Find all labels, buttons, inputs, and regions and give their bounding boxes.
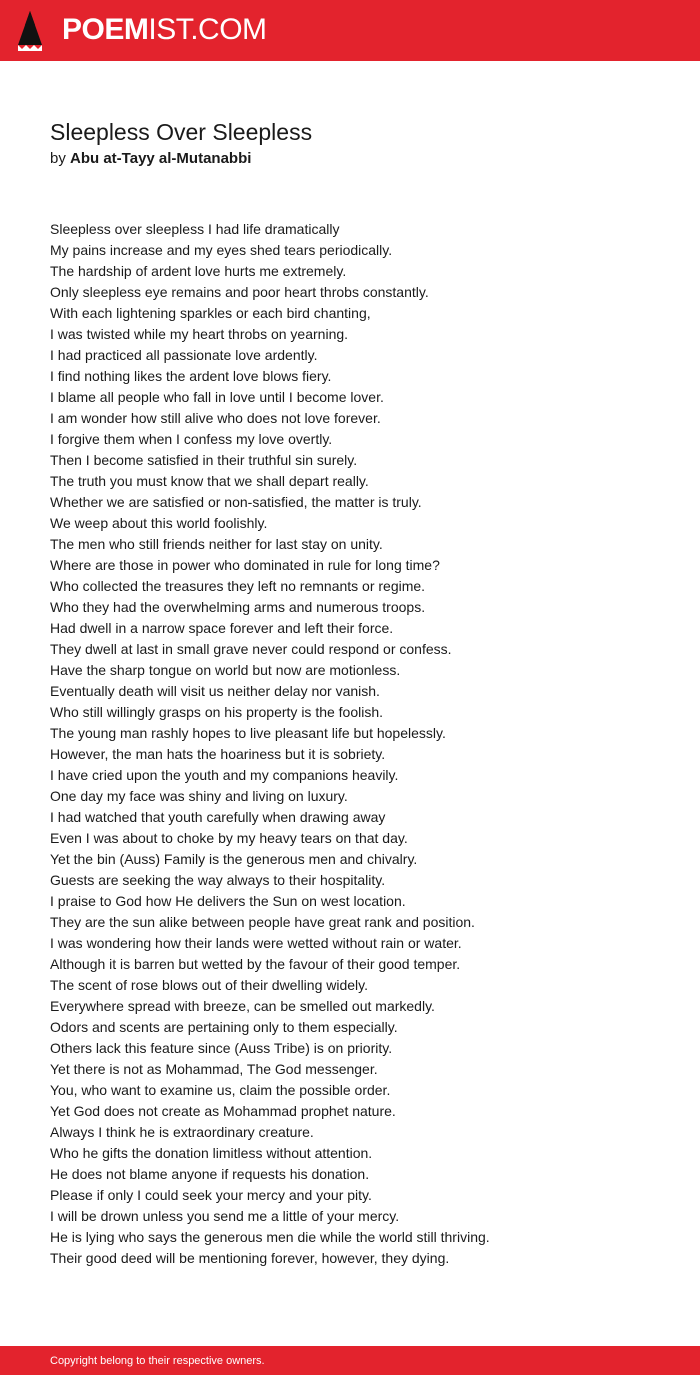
poem-line: I forgive them when I confess my love overtly. (50, 431, 333, 447)
poem-line: The hardship of ardent love hurts me extremely. (50, 263, 347, 279)
poem-line: They are the sun alike between people have great rank and position. (50, 914, 475, 930)
logo-text-light: IST.COM (148, 13, 267, 46)
byline-prefix: by (50, 150, 66, 167)
poem-line: One day my face was shiny and living on luxury. (50, 788, 348, 804)
poem-line: With each lightening sparkles or each bird chanting, (50, 305, 371, 321)
poem-line: Who collected the treasures they left no remnants or regime. (50, 578, 426, 594)
poem-line: Eventually death will visit us neither delay nor vanish. (50, 683, 380, 699)
poem-line: He does not blame anyone if requests his donation. (50, 1166, 370, 1182)
poem-line: Who he gifts the donation limitless without attention. (50, 1145, 373, 1161)
poem-line: I am wonder how still alive who does not love forever. (50, 410, 381, 426)
poem-line: Others lack this feature since (Auss Tribe) is on priority. (50, 1040, 393, 1056)
poem-line: The men who still friends neither for last stay on unity. (50, 536, 383, 552)
poem-line: My pains increase and my eyes shed tears periodically. (50, 242, 393, 258)
poem-line: I had watched that youth carefully when drawing away (50, 809, 386, 825)
site-footer (0, 1346, 700, 1375)
poem-line: Everywhere spread with breeze, can be smelled out markedly. (50, 998, 435, 1014)
logo-text-bold: POEM (62, 13, 149, 46)
poem-byline (50, 148, 251, 170)
pencil-tip-icon (16, 9, 44, 53)
poem-line: I was twisted while my heart throbs on yearning. (50, 326, 349, 342)
poem-body (50, 219, 670, 1269)
copyright-text: Copyright belong to their respective owners. (50, 1355, 265, 1367)
poem-line: I had practiced all passionate love ardently. (50, 347, 318, 363)
poem-title: Sleepless Over Sleepless (50, 119, 313, 145)
poem-line: Yet there is not as Mohammad, The God messenger. (50, 1061, 378, 1077)
poem-line: Only sleepless eye remains and poor heart throbs constantly. (50, 284, 429, 300)
poem-line: He is lying who says the generous men die while the world still thriving. (50, 1229, 490, 1245)
poem-line: I will be drown unless you send me a little of your mercy. (50, 1208, 400, 1224)
poem-line: Who still willingly grasps on his property is the foolish. (50, 704, 384, 720)
poem-author: Abu at-Tayy al-Mutanabbi (70, 150, 252, 167)
poem-line: Even I was about to choke by my heavy tears on that day. (50, 830, 408, 846)
poem-line: I was wondering how their lands were wetted without rain or water. (50, 935, 462, 951)
poem-line: Odors and scents are pertaining only to them especially. (50, 1019, 398, 1035)
poem-line: Yet the bin (Auss) Family is the generous men and chivalry. (50, 851, 418, 867)
poem-line: I blame all people who fall in love until I become lover. (50, 389, 384, 405)
poem-line: I have cried upon the youth and my companions heavily. (50, 767, 399, 783)
poem-line: Guests are seeking the way always to their hospitality. (50, 872, 386, 888)
poem-line: You, who want to examine us, claim the possible order. (50, 1082, 391, 1098)
poem-line: However, the man hats the hoariness but it is sobriety. (50, 746, 386, 762)
poem-line: We weep about this world foolishly. (50, 515, 268, 531)
poem-line: Sleepless over sleepless I had life dramatically (50, 221, 340, 237)
poem-line: Always I think he is extraordinary creature. (50, 1124, 314, 1140)
poem-line: Who they had the overwhelming arms and numerous troops. (50, 599, 426, 615)
site-logo[interactable] (62, 12, 267, 48)
poem-line: The young man rashly hopes to live pleasant life but hopelessly. (50, 725, 446, 741)
poem-line: I find nothing likes the ardent love blows fiery. (50, 368, 332, 384)
poem-line: Although it is barren but wetted by the favour of their good temper. (50, 956, 461, 972)
poem-line: The truth you must know that we shall depart really. (50, 473, 369, 489)
site-header (0, 0, 700, 61)
poem-line: Where are those in power who dominated in rule for long time? (50, 557, 440, 573)
poem-line: Whether we are satisfied or non-satisfied, the matter is truly. (50, 494, 422, 510)
poem-line: Have the sharp tongue on world but now are motionless. (50, 662, 401, 678)
poem-line: Their good deed will be mentioning forever, however, they dying. (50, 1250, 450, 1266)
poem-line: They dwell at last in small grave never could respond or confess. (50, 641, 452, 657)
poem-line: Yet God does not create as Mohammad prophet nature. (50, 1103, 396, 1119)
poem-line: The scent of rose blows out of their dwelling widely. (50, 977, 369, 993)
poem-line: Please if only I could seek your mercy and your pity. (50, 1187, 372, 1203)
poem-line: Then I become satisfied in their truthful sin surely. (50, 452, 358, 468)
poem-line: Had dwell in a narrow space forever and left their force. (50, 620, 394, 636)
poem-line: I praise to God how He delivers the Sun on west location. (50, 893, 406, 909)
